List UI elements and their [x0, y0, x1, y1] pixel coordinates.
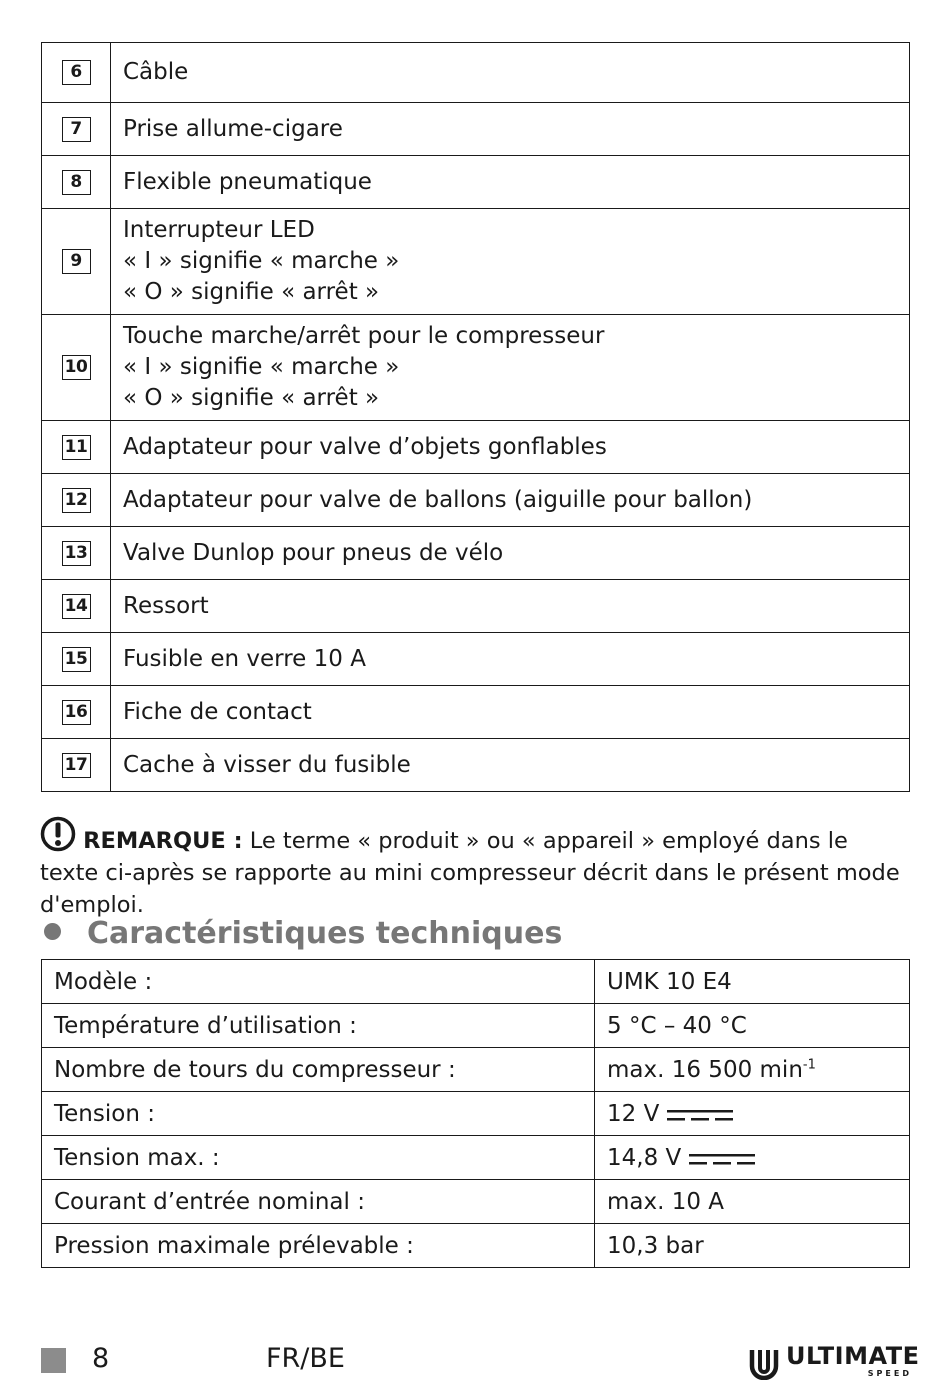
part-description-line: Flexible pneumatique: [123, 168, 372, 195]
part-description-line: « O » signifie « arrêt »: [123, 385, 380, 411]
note-text: Le terme « produit » ou « appareil » employé dans le texte ci-après se rapporte au mini compresseur décrit dans le présent mode d'emploi.: [40, 828, 900, 918]
parts-row: [42, 421, 910, 474]
part-number-badge: 13: [62, 541, 91, 566]
spec-value: UMK 10 E4: [607, 968, 732, 995]
part-number-badge: 15: [62, 647, 91, 672]
part-number-badge: 16: [62, 700, 91, 725]
part-description-cell: [111, 421, 910, 474]
spec-value: 5 °C – 40 °C: [607, 1012, 747, 1039]
footer-square: [41, 1348, 66, 1373]
part-description-line: Interrupteur LED: [123, 217, 315, 243]
spec-row: [42, 1048, 910, 1092]
part-number-badge: 9: [62, 249, 91, 274]
section-title-text: Caractéristiques techniques: [87, 916, 563, 951]
part-description-cell: [111, 633, 910, 686]
parts-row: [42, 686, 910, 739]
part-description-line: « I » signifie « marche »: [123, 248, 400, 274]
spec-value-cell: [595, 1048, 910, 1092]
spec-value-superscript: -1: [802, 1056, 816, 1072]
part-description-line: Prise allume-cigare: [123, 115, 343, 142]
spec-label: Pression maximale prélevable :: [42, 1224, 595, 1268]
spec-value: max. 16 500 min: [607, 1056, 803, 1083]
part-description-cell: [111, 209, 910, 315]
spec-label: Température d’utilisation :: [42, 1004, 595, 1048]
spec-row: [42, 1004, 910, 1048]
spec-value-cell: [595, 960, 910, 1004]
part-number-badge: 14: [62, 594, 91, 619]
parts-table-body: [42, 43, 910, 792]
spec-value-cell: [595, 1004, 910, 1048]
note-block: [40, 816, 910, 921]
bullet-icon: [44, 923, 61, 940]
spec-row: [42, 1180, 910, 1224]
part-description-line: « I » signifie « marche »: [123, 354, 400, 380]
specs-table-body: [42, 960, 910, 1268]
part-description-cell: [111, 43, 910, 103]
part-description-line: Valve Dunlop pour pneus de vélo: [123, 539, 504, 566]
part-number-cell: [42, 43, 111, 103]
spec-row: [42, 1224, 910, 1268]
direct-current-icon: [689, 1151, 755, 1167]
parts-row: [42, 156, 910, 209]
note-label: REMARQUE :: [83, 828, 243, 854]
spec-label: Courant d’entrée nominal :: [42, 1180, 595, 1224]
part-number-cell: [42, 686, 111, 739]
part-number-badge: 10: [62, 355, 91, 380]
part-number-badge: 11: [62, 435, 91, 460]
part-description-cell: [111, 739, 910, 792]
part-description-line: Fusible en verre 10 A: [123, 645, 366, 672]
parts-table: [41, 42, 910, 792]
part-description-line: Cache à visser du fusible: [123, 751, 411, 778]
part-number-cell: [42, 421, 111, 474]
parts-row: [42, 580, 910, 633]
spec-value: max. 10 A: [607, 1188, 725, 1215]
parts-row: [42, 315, 910, 421]
direct-current-icon: [667, 1107, 733, 1123]
spec-value: 12 V: [607, 1100, 660, 1127]
part-number-cell: [42, 209, 111, 315]
part-number-cell: [42, 474, 111, 527]
part-description-cell: [111, 474, 910, 527]
spec-value-cell: [595, 1136, 910, 1180]
part-description-cell: [111, 580, 910, 633]
part-description-line: « O » signifie « arrêt »: [123, 279, 380, 305]
part-number-badge: 6: [62, 60, 91, 85]
part-number-cell: [42, 156, 111, 209]
spec-value: 14,8 V: [607, 1144, 682, 1171]
part-description-cell: [111, 527, 910, 580]
part-description-cell: [111, 315, 910, 421]
spec-value: 10,3 bar: [607, 1232, 704, 1259]
parts-row: [42, 103, 910, 156]
part-description-line: Adaptateur pour valve d’objets gonflables: [123, 433, 607, 460]
parts-row: [42, 633, 910, 686]
part-description-cell: [111, 686, 910, 739]
part-description-cell: [111, 103, 910, 156]
page-locale: FR/BE: [266, 1343, 345, 1374]
part-number-cell: [42, 315, 111, 421]
specs-table: [41, 959, 910, 1268]
brand-mark-icon: [748, 1346, 780, 1380]
part-number-badge: 12: [62, 488, 91, 513]
part-description-line: Câble: [123, 59, 189, 85]
part-description-line: Fiche de contact: [123, 698, 312, 725]
parts-row: [42, 474, 910, 527]
brand-name: ULTIMATE: [786, 1342, 920, 1370]
spec-value-cell: [595, 1092, 910, 1136]
part-number-cell: [42, 633, 111, 686]
spec-label: Nombre de tours du compresseur :: [42, 1048, 595, 1092]
parts-row: [42, 739, 910, 792]
brand-subtitle: SPEED: [867, 1369, 912, 1378]
part-number-badge: 7: [62, 117, 91, 142]
part-description-line: Touche marche/arrêt pour le compresseur: [123, 323, 605, 349]
section-heading: [40, 913, 910, 955]
spec-label: Modèle :: [42, 960, 595, 1004]
part-number-cell: [42, 580, 111, 633]
part-number-cell: [42, 527, 111, 580]
spec-row: [42, 1092, 910, 1136]
spec-label: Tension :: [42, 1092, 595, 1136]
part-number-badge: 17: [62, 753, 91, 778]
spec-row: [42, 960, 910, 1004]
parts-row: [42, 527, 910, 580]
part-number-cell: [42, 103, 111, 156]
part-description-cell: [111, 156, 910, 209]
parts-row: [42, 43, 910, 103]
part-description-line: Ressort: [123, 592, 209, 619]
part-number-cell: [42, 739, 111, 792]
spec-label: Tension max. :: [42, 1136, 595, 1180]
spec-value-cell: [595, 1224, 910, 1268]
part-number-badge: 8: [62, 170, 91, 195]
spec-value-cell: [595, 1180, 910, 1224]
parts-row: [42, 209, 910, 315]
page-number: 8: [92, 1343, 110, 1374]
spec-row: [42, 1136, 910, 1180]
brand-logo: [748, 1342, 920, 1380]
exclamation-circle-icon: [40, 816, 76, 852]
part-description-line: Adaptateur pour valve de ballons (aiguille pour ballon): [123, 486, 753, 513]
